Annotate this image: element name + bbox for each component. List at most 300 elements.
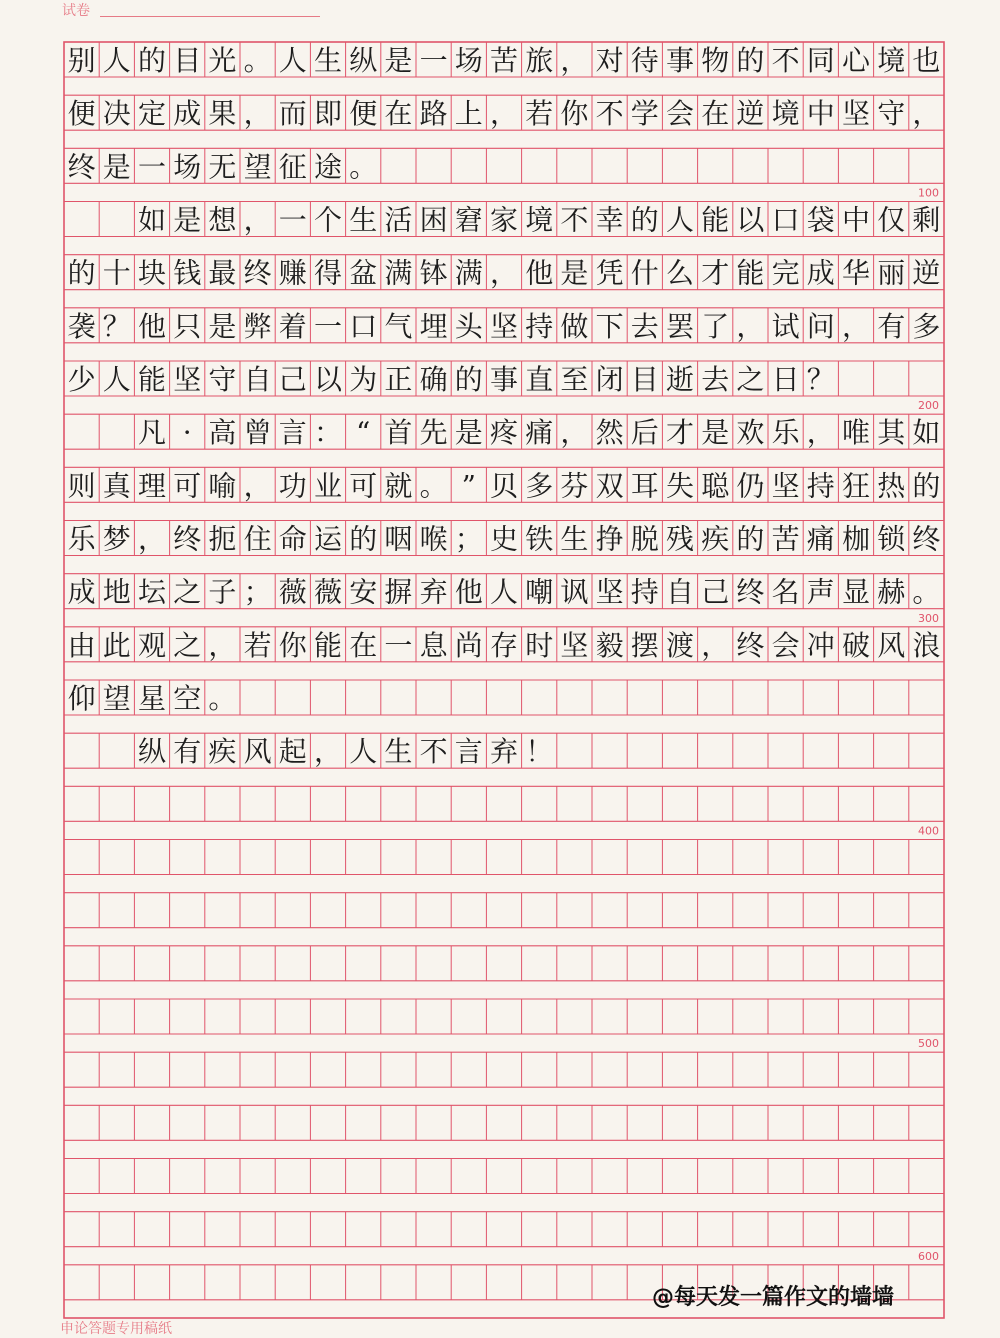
svg-text:完: 完 — [771, 256, 800, 290]
svg-text:坚: 坚 — [771, 469, 800, 503]
svg-text:理: 理 — [137, 469, 167, 503]
svg-text:便: 便 — [67, 97, 96, 131]
word-count-marker: 500 — [918, 1037, 939, 1051]
svg-text:赫: 赫 — [877, 575, 906, 609]
svg-text:观: 观 — [137, 628, 167, 662]
svg-text:生: 生 — [560, 522, 589, 556]
svg-text:。: 。 — [349, 150, 378, 184]
svg-text:以: 以 — [313, 363, 343, 396]
svg-text:钵: 钵 — [419, 256, 448, 290]
svg-text:真: 真 — [102, 469, 131, 503]
svg-text:自: 自 — [243, 363, 272, 396]
svg-text:声: 声 — [806, 575, 835, 609]
svg-text:，: ， — [489, 97, 519, 131]
svg-text:你: 你 — [560, 97, 589, 131]
svg-text:锁: 锁 — [877, 522, 906, 556]
svg-text:扼: 扼 — [208, 522, 237, 556]
svg-text:冲: 冲 — [806, 628, 835, 662]
svg-text:事: 事 — [489, 363, 519, 396]
svg-text:多: 多 — [525, 469, 554, 503]
svg-text:有: 有 — [173, 735, 202, 769]
svg-text:终: 终 — [912, 522, 941, 556]
svg-text:得: 得 — [313, 256, 343, 290]
svg-text:，: ， — [313, 735, 343, 769]
svg-text:疾: 疾 — [701, 522, 730, 556]
svg-text:己: 己 — [701, 575, 730, 609]
svg-text:终: 终 — [736, 575, 765, 609]
svg-text:目: 目 — [173, 44, 202, 77]
svg-text:是: 是 — [208, 309, 237, 343]
word-count-marker: 300 — [918, 611, 939, 625]
svg-text:，: ， — [912, 97, 941, 131]
header-label: 试卷 — [62, 3, 90, 19]
svg-text:是: 是 — [701, 416, 730, 450]
svg-text:终: 终 — [243, 256, 272, 290]
svg-text:渡: 渡 — [665, 628, 695, 662]
svg-text:成: 成 — [806, 256, 835, 290]
svg-text:狂: 狂 — [841, 469, 871, 503]
svg-text:坚: 坚 — [595, 575, 624, 609]
svg-text:持: 持 — [630, 575, 659, 609]
svg-text:做: 做 — [560, 309, 589, 343]
svg-text:言: 言 — [454, 735, 483, 769]
svg-text:息: 息 — [419, 628, 448, 662]
svg-text:什: 什 — [630, 256, 659, 290]
svg-text:生: 生 — [349, 203, 378, 237]
svg-text:你: 你 — [278, 628, 307, 662]
svg-text:途: 途 — [313, 150, 343, 184]
svg-text:别: 别 — [67, 44, 96, 77]
grid-row — [64, 786, 944, 821]
svg-text:生: 生 — [384, 735, 413, 769]
svg-text:弊: 弊 — [243, 309, 272, 343]
svg-text:名: 名 — [771, 575, 800, 609]
svg-text:，: ， — [243, 97, 272, 131]
svg-text:十: 十 — [102, 256, 131, 290]
svg-text:的: 的 — [349, 522, 378, 556]
svg-text:一: 一 — [313, 309, 343, 343]
svg-text:逆: 逆 — [912, 256, 941, 290]
svg-text:之: 之 — [173, 628, 202, 662]
svg-text:”: ” — [461, 469, 476, 503]
svg-text:凡: 凡 — [137, 416, 167, 450]
svg-text:盆: 盆 — [349, 256, 378, 290]
svg-text:欢: 欢 — [736, 416, 765, 450]
svg-text:能: 能 — [701, 203, 730, 237]
svg-text:风: 风 — [877, 628, 906, 662]
svg-text:弃: 弃 — [419, 575, 448, 609]
svg-text:望: 望 — [102, 682, 131, 715]
svg-text:疼: 疼 — [489, 416, 519, 450]
svg-text:有: 有 — [877, 309, 906, 343]
svg-text:凭: 凭 — [595, 256, 624, 290]
grid-row — [64, 999, 944, 1034]
svg-text:在: 在 — [701, 97, 730, 131]
svg-text:气: 气 — [384, 309, 413, 343]
svg-text:着: 着 — [278, 309, 307, 343]
grid-row — [64, 1159, 944, 1194]
svg-text:之: 之 — [173, 575, 202, 609]
svg-text:无: 无 — [208, 150, 237, 184]
svg-text:。: 。 — [912, 575, 941, 609]
svg-text:埋: 埋 — [419, 309, 448, 343]
essay-line — [138, 204, 940, 237]
svg-text:能: 能 — [736, 256, 765, 290]
svg-text:·: · — [182, 416, 192, 450]
svg-text:果: 果 — [208, 97, 237, 131]
svg-text:。: 。 — [419, 469, 448, 503]
svg-text:住: 住 — [243, 522, 272, 556]
svg-text:薇: 薇 — [278, 575, 307, 609]
svg-text:摆: 摆 — [630, 628, 659, 662]
svg-text:后: 后 — [630, 416, 659, 450]
svg-text:即: 即 — [313, 97, 343, 131]
svg-text:能: 能 — [137, 363, 167, 396]
svg-text:自: 自 — [665, 575, 695, 609]
svg-text:同: 同 — [806, 44, 835, 77]
svg-text:嘲: 嘲 — [525, 575, 554, 609]
svg-text:守: 守 — [877, 97, 906, 131]
essay-line — [68, 629, 941, 662]
svg-text:坛: 坛 — [137, 575, 167, 609]
svg-text:想: 想 — [208, 203, 237, 237]
svg-text:纵: 纵 — [349, 44, 378, 77]
svg-text:他: 他 — [525, 256, 554, 290]
svg-text:挣: 挣 — [595, 522, 624, 556]
svg-text:若: 若 — [525, 97, 554, 131]
svg-text:路: 路 — [419, 97, 448, 131]
essay-line — [68, 682, 237, 715]
svg-text:首: 首 — [384, 416, 413, 450]
svg-text:由: 由 — [67, 628, 96, 662]
svg-text:讽: 讽 — [560, 575, 589, 609]
svg-text:“: “ — [356, 416, 371, 450]
grid-row — [64, 946, 944, 981]
svg-text:头: 头 — [454, 309, 483, 343]
svg-text:人: 人 — [102, 363, 131, 396]
svg-text:决: 决 — [102, 97, 131, 131]
svg-text:了: 了 — [701, 309, 730, 343]
svg-text:下: 下 — [595, 309, 624, 343]
svg-text:中: 中 — [806, 97, 835, 131]
svg-text:境: 境 — [877, 44, 906, 77]
svg-text:持: 持 — [525, 309, 554, 343]
svg-text:咽: 咽 — [384, 522, 413, 556]
svg-text:枷: 枷 — [841, 522, 871, 556]
svg-text:的: 的 — [67, 256, 96, 290]
essay-line — [68, 44, 941, 77]
svg-text:命: 命 — [278, 522, 307, 556]
svg-text:；: ； — [243, 575, 272, 609]
svg-text:困: 困 — [419, 203, 448, 237]
essay-line — [138, 416, 940, 449]
svg-text:如: 如 — [912, 416, 941, 450]
essay-line — [68, 310, 941, 343]
svg-text:脱: 脱 — [630, 522, 659, 556]
svg-text:可: 可 — [173, 469, 202, 503]
svg-text:试: 试 — [771, 309, 800, 343]
svg-text:华: 华 — [841, 256, 871, 290]
svg-text:就: 就 — [384, 469, 413, 503]
svg-text:问: 问 — [806, 309, 835, 343]
svg-text:梦: 梦 — [102, 522, 131, 556]
svg-text:时: 时 — [525, 628, 554, 662]
essay-line — [68, 150, 378, 183]
svg-text:？: ？ — [806, 363, 835, 396]
svg-text:疾: 疾 — [208, 735, 237, 769]
svg-text:中: 中 — [841, 203, 871, 237]
svg-text:剩: 剩 — [912, 203, 941, 237]
svg-text:尚: 尚 — [454, 628, 483, 662]
svg-text:在: 在 — [349, 628, 378, 662]
svg-text:喻: 喻 — [208, 469, 237, 503]
svg-text:喉: 喉 — [419, 522, 448, 556]
word-count-marker: 400 — [918, 824, 939, 838]
essay-line — [68, 576, 941, 609]
svg-text:风: 风 — [243, 735, 272, 769]
svg-text:家: 家 — [489, 203, 519, 237]
word-count-marker: 100 — [918, 186, 939, 200]
svg-text:最: 最 — [208, 256, 237, 290]
svg-text:物: 物 — [701, 44, 730, 77]
svg-text:是: 是 — [384, 44, 413, 77]
svg-text:，: ， — [243, 469, 272, 503]
svg-text:业: 业 — [313, 469, 343, 503]
svg-text:去: 去 — [630, 309, 659, 343]
svg-text:，: ， — [806, 416, 835, 450]
svg-text:如: 如 — [137, 203, 167, 237]
svg-text:，: ， — [736, 309, 765, 343]
svg-text:活: 活 — [384, 203, 413, 237]
svg-text:么: 么 — [665, 256, 695, 290]
svg-text:残: 残 — [665, 522, 695, 556]
svg-text:言: 言 — [278, 416, 307, 450]
svg-text:对: 对 — [595, 44, 624, 77]
svg-text:，: ， — [208, 628, 237, 662]
svg-text:是: 是 — [560, 256, 589, 290]
svg-text:逝: 逝 — [665, 363, 695, 396]
svg-text:人: 人 — [489, 575, 519, 609]
svg-text:去: 去 — [701, 363, 730, 396]
svg-text:成: 成 — [173, 97, 202, 131]
svg-text:丽: 丽 — [877, 256, 906, 290]
svg-text:终: 终 — [173, 522, 202, 556]
svg-text:块: 块 — [137, 256, 167, 290]
grid-row — [64, 1212, 944, 1247]
svg-text:日: 日 — [771, 363, 800, 396]
svg-text:生: 生 — [313, 44, 343, 77]
svg-text:便: 便 — [349, 97, 378, 131]
svg-text:成: 成 — [67, 575, 96, 609]
svg-text:正: 正 — [384, 363, 413, 396]
svg-text:，: ， — [137, 522, 167, 556]
svg-text:袋: 袋 — [806, 203, 835, 237]
svg-text:薇: 薇 — [313, 575, 343, 609]
word-count-marker: 600 — [918, 1249, 939, 1263]
svg-text:双: 双 — [595, 469, 624, 503]
essay-line — [68, 257, 941, 290]
svg-text:确: 确 — [419, 363, 448, 396]
svg-text:其: 其 — [877, 416, 906, 450]
svg-text:功: 功 — [278, 469, 307, 503]
svg-text:！: ！ — [525, 735, 554, 769]
svg-text:学: 学 — [630, 97, 659, 131]
svg-text:直: 直 — [525, 363, 554, 396]
svg-text:。: 。 — [208, 682, 237, 715]
svg-text:的: 的 — [137, 44, 167, 77]
svg-text:坚: 坚 — [841, 97, 871, 131]
svg-text:芬: 芬 — [560, 469, 589, 503]
svg-text:苦: 苦 — [771, 522, 800, 556]
svg-text:场: 场 — [173, 150, 202, 184]
svg-text:征: 征 — [278, 150, 307, 184]
svg-text:口: 口 — [349, 309, 378, 343]
svg-text:的: 的 — [736, 44, 765, 77]
svg-text:一: 一 — [419, 44, 448, 77]
svg-text:场: 场 — [454, 44, 483, 77]
svg-text:？: ？ — [102, 309, 131, 343]
svg-text:为: 为 — [349, 363, 378, 396]
svg-text:会: 会 — [771, 628, 800, 662]
svg-text:空: 空 — [173, 682, 202, 715]
svg-text:唯: 唯 — [841, 416, 871, 450]
svg-text:己: 己 — [278, 363, 307, 396]
svg-text:存: 存 — [489, 628, 519, 662]
essay-line — [68, 469, 941, 502]
svg-text:弃: 弃 — [489, 735, 519, 769]
svg-text:毅: 毅 — [595, 628, 624, 662]
svg-text:，: ， — [841, 309, 871, 343]
svg-text:然: 然 — [595, 416, 624, 450]
svg-text:显: 显 — [841, 575, 871, 609]
svg-text:是: 是 — [173, 203, 202, 237]
svg-text:以: 以 — [736, 203, 765, 237]
svg-text:浪: 浪 — [912, 628, 941, 662]
grid-row — [64, 840, 944, 875]
svg-text:逆: 逆 — [736, 97, 765, 131]
svg-text:若: 若 — [243, 628, 272, 662]
svg-text:痛: 痛 — [806, 522, 835, 556]
svg-text:他: 他 — [137, 309, 167, 343]
svg-text:热: 热 — [877, 469, 906, 503]
svg-text:坚: 坚 — [173, 363, 202, 396]
svg-text:才: 才 — [701, 256, 730, 290]
svg-text:高: 高 — [208, 416, 237, 450]
svg-text:子: 子 — [208, 575, 237, 609]
svg-text:史: 史 — [489, 522, 519, 556]
svg-text:满: 满 — [384, 256, 413, 290]
svg-text:人: 人 — [102, 44, 131, 77]
svg-text:待: 待 — [630, 44, 659, 77]
svg-text:个: 个 — [313, 203, 343, 237]
svg-text:一: 一 — [384, 628, 413, 662]
svg-text:之: 之 — [736, 363, 765, 396]
svg-text:目: 目 — [630, 363, 659, 396]
svg-text:运: 运 — [313, 522, 343, 556]
svg-text:境: 境 — [771, 97, 800, 131]
svg-text:心: 心 — [841, 44, 871, 77]
svg-text:钱: 钱 — [173, 256, 202, 290]
svg-text:上: 上 — [454, 97, 483, 131]
svg-text:人: 人 — [665, 203, 695, 237]
svg-text:的: 的 — [912, 469, 941, 503]
svg-text:在: 在 — [384, 97, 413, 131]
svg-text:先: 先 — [419, 416, 448, 450]
svg-text:贝: 贝 — [489, 469, 519, 503]
svg-text:仰: 仰 — [67, 682, 96, 715]
svg-text:仅: 仅 — [877, 203, 906, 237]
svg-text:望: 望 — [243, 150, 272, 184]
svg-text:，: ， — [560, 44, 589, 77]
svg-text:光: 光 — [208, 44, 237, 77]
svg-text:的: 的 — [736, 522, 765, 556]
svg-text:，: ， — [701, 628, 730, 662]
svg-text:旅: 旅 — [525, 44, 554, 77]
svg-text:境: 境 — [525, 203, 554, 237]
svg-text:袭: 袭 — [67, 309, 96, 343]
svg-text:。: 。 — [243, 44, 272, 77]
watermark: @每天发一篇作文的墙墙 — [652, 1285, 895, 1310]
svg-text:口: 口 — [771, 203, 800, 237]
essay-line — [68, 523, 941, 556]
svg-text:聪: 聪 — [701, 469, 730, 503]
svg-text:少: 少 — [67, 363, 96, 396]
svg-text:事: 事 — [665, 44, 695, 77]
svg-text:守: 守 — [208, 363, 237, 396]
svg-text:罢: 罢 — [665, 309, 695, 343]
svg-text:坚: 坚 — [489, 309, 519, 343]
svg-text:曾: 曾 — [243, 416, 272, 450]
svg-text:满: 满 — [454, 256, 483, 290]
svg-text:乐: 乐 — [67, 522, 96, 556]
svg-text:：: ： — [313, 416, 343, 450]
svg-text:持: 持 — [806, 469, 835, 503]
svg-text:坚: 坚 — [560, 628, 589, 662]
svg-text:痛: 痛 — [525, 416, 554, 450]
svg-text:破: 破 — [841, 628, 871, 662]
svg-text:耳: 耳 — [630, 469, 659, 503]
svg-text:的: 的 — [454, 363, 483, 396]
grid-row — [64, 893, 944, 928]
svg-text:此: 此 — [102, 628, 131, 662]
svg-text:多: 多 — [912, 309, 941, 343]
svg-text:可: 可 — [349, 469, 378, 503]
svg-text:，: ， — [560, 416, 589, 450]
svg-text:不: 不 — [560, 203, 589, 237]
svg-text:会: 会 — [665, 97, 695, 131]
svg-text:仍: 仍 — [736, 469, 765, 503]
svg-text:窘: 窘 — [454, 203, 483, 237]
svg-text:一: 一 — [137, 150, 167, 184]
svg-text:才: 才 — [665, 416, 695, 450]
svg-text:能: 能 — [313, 628, 343, 662]
svg-text:则: 则 — [67, 469, 96, 503]
grid-row — [64, 1052, 944, 1087]
svg-text:闭: 闭 — [595, 363, 624, 396]
svg-text:摒: 摒 — [384, 575, 413, 609]
svg-text:是: 是 — [102, 150, 131, 184]
footer-label: 申论答题专用稿纸 — [60, 1321, 172, 1337]
svg-text:是: 是 — [454, 416, 483, 450]
svg-text:乐: 乐 — [771, 416, 800, 450]
svg-text:地: 地 — [102, 575, 131, 609]
svg-text:一: 一 — [278, 203, 307, 237]
svg-text:他: 他 — [454, 575, 483, 609]
svg-text:赚: 赚 — [278, 256, 307, 290]
svg-text:终: 终 — [67, 150, 96, 184]
svg-text:终: 终 — [736, 628, 765, 662]
svg-text:而: 而 — [278, 97, 307, 131]
